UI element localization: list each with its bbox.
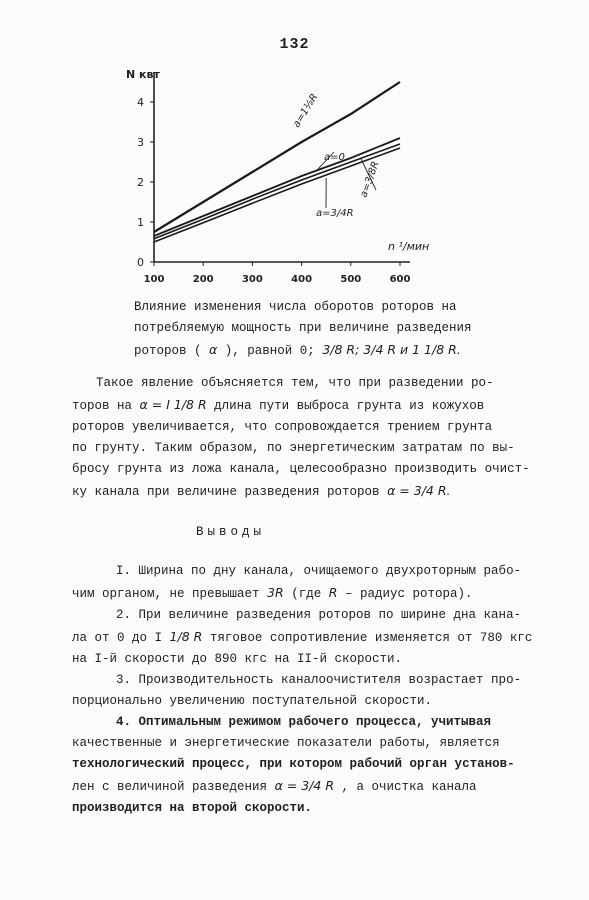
y-tick-label: 4 (137, 96, 144, 109)
series-label: a=0 (324, 152, 345, 163)
caption-alpha: α (209, 342, 218, 357)
y-tick-label: 0 (137, 256, 144, 269)
x-tick-label: 100 (143, 274, 165, 285)
series-label: a=1⅛R (291, 91, 321, 130)
c1-line-2-start: чим органом, не превышает (72, 587, 260, 601)
page-number: 132 (279, 36, 310, 53)
caption-line-1: Влияние изменения числа оборотов роторов на (134, 300, 457, 314)
y-tick-label: 1 (137, 216, 144, 229)
para-line-6 (72, 480, 542, 503)
conclusion-2-line-1: 2. При величине разведения роторов по ширине дна кана- (116, 608, 522, 622)
conclusion-2-line-3: на I-й скорости до 890 кгс на II-й скорости. (72, 652, 403, 666)
para-line-5: бросу грунта из ложа канала, целесообразно производить очист- (72, 462, 530, 476)
conclusion-4-line-3: технологический процесс, при котором рабочий орган установ- (72, 757, 515, 771)
conclusions-list (72, 561, 542, 819)
x-tick-label: 500 (340, 274, 362, 285)
y-axis-label: N квт (126, 68, 160, 81)
power-vs-rpm-chart (110, 66, 470, 296)
para-line-2-end: длина пути выброса грунта из кожухов (214, 399, 485, 413)
series-label: a=3/4R (316, 208, 354, 219)
x-tick-label: 600 (389, 274, 411, 285)
conclusion-3-line-1: 3. Производительность каналоочистителя возрастает про- (116, 673, 522, 687)
caption-handwritten-values: 3/8 R; 3/4 R и 1 1/8 R. (322, 342, 461, 357)
caption-line-3-start: роторов ( (134, 344, 202, 358)
conclusion-4-line-2: качественные и энергетические показатели работы, является (72, 736, 500, 750)
y-tick-label: 3 (137, 136, 144, 149)
conclusion-4-line-1: 4. Оптимальным режимом рабочего процесса, учитывая (116, 715, 492, 729)
conclusion-4-line-5: производится на второй скорости. (72, 801, 313, 815)
para-formula-1: α = I 1/8 R (139, 397, 207, 412)
para-line-6-start: ку канала при величине разведения роторов (72, 485, 380, 499)
conclusion-4-line-4 (72, 775, 542, 798)
x-tick-label: 200 (192, 274, 214, 285)
para-line-2 (72, 394, 542, 417)
conclusion-1-line-2 (72, 582, 542, 605)
x-tick-label: 300 (241, 274, 263, 285)
c2-line-2-end: тяговое сопротивление изменяется от 780 кгс (209, 631, 533, 645)
c1-hw-3r: 3R (267, 585, 284, 600)
y-tick-label: 2 (137, 176, 144, 189)
c2-line-2-start: ла от 0 до I (72, 631, 163, 645)
c4-line-4-start: лен с величиной разведения (72, 780, 268, 794)
c1-line-2-end: – радиус ротора). (344, 587, 473, 601)
conclusion-2-line-2 (72, 626, 542, 649)
caption-line-2: потребляемую мощность при величине разведения (134, 321, 472, 335)
para-formula-2: α = 3/4 R. (387, 483, 451, 498)
caption-line-3 (134, 339, 534, 362)
c4-hw-formula: α = 3/4 R (274, 778, 334, 793)
para-line-2-start: торов на (72, 399, 133, 413)
conclusion-1-line-1: I. Ширина по дну канала, очищаемого двухроторным рабо- (116, 564, 522, 578)
conclusion-3-line-2: порционально увеличению поступательной скорости. (72, 694, 433, 708)
x-tick-label: 400 (291, 274, 313, 285)
c2-hw-formula: 1/8 R (169, 629, 203, 644)
x-axis-label: n ¹/мин (388, 240, 430, 253)
c4-line-4-end: , а очистка канала (341, 780, 477, 794)
para-line-3: роторов увеличивается, что сопровождается трением грунта (72, 420, 493, 434)
para-line-4: по грунту. Таким образом, по энергетическим затратам по вы- (72, 441, 515, 455)
series-label: a=3/8R (358, 159, 382, 200)
section-heading-conclusions: Выводы (196, 525, 266, 539)
paragraph-explanation (72, 373, 542, 503)
para-line-1: Такое явление объясняется тем, что при разведении ро- (96, 376, 494, 390)
figure-caption (134, 297, 534, 362)
c1-hw-r: R (328, 585, 338, 600)
caption-line-3-mid: ), равной 0; (224, 344, 315, 358)
c1-line-2-mid: (где (291, 587, 322, 601)
